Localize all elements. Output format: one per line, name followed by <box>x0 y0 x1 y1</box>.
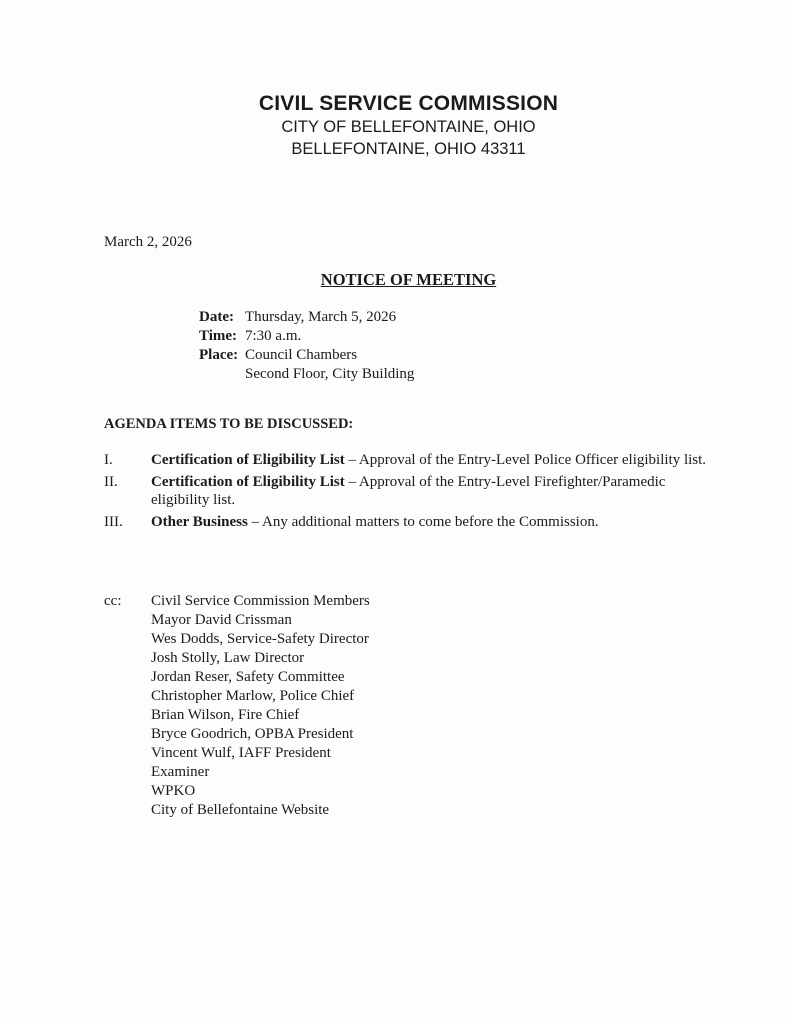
meeting-place-label: Place: <box>199 347 239 363</box>
cc-label: cc: <box>104 593 122 609</box>
cc-recipient: Mayor David Crissman <box>151 612 292 628</box>
cc-recipient: Jordan Reser, Safety Committee <box>151 669 345 685</box>
meeting-date-label: Date: <box>199 309 234 325</box>
meeting-place-value-2: Second Floor, City Building <box>245 366 415 382</box>
cc-recipient: Vincent Wulf, IAFF President <box>151 745 331 761</box>
meeting-place-row <box>199 346 414 365</box>
agenda-item-title: Certification of Eligibility List <box>151 452 345 468</box>
cc-block <box>104 592 370 820</box>
meeting-place-value: Council Chambers <box>245 347 358 363</box>
meeting-time-value: 7:30 a.m. <box>245 328 302 344</box>
letterhead-address: BELLEFONTAINE, OHIO 43311 <box>291 140 526 158</box>
meeting-time-label: Time: <box>199 328 238 344</box>
agenda-item-title: Certification of Eligibility List <box>151 474 345 490</box>
agenda-item <box>104 473 724 509</box>
letterhead <box>0 92 791 160</box>
agenda-item-text <box>151 473 724 509</box>
agenda-item-text <box>151 451 724 469</box>
cc-recipient: Bryce Goodrich, OPBA President <box>151 726 354 742</box>
meeting-place-row-2 <box>199 365 414 384</box>
cc-recipient: Wes Dodds, Service-Safety Director <box>151 631 369 647</box>
cc-recipient: City of Bellefontaine Website <box>151 802 330 818</box>
cc-recipient: Examiner <box>151 764 210 780</box>
agenda-item-number: I. <box>104 452 113 468</box>
cc-recipient: WPKO <box>151 783 196 799</box>
agenda-item-number: III. <box>104 514 123 530</box>
agenda-item-text <box>151 513 724 531</box>
cc-recipient-list <box>151 592 370 820</box>
agenda-item <box>104 513 724 531</box>
agenda-item-description: – Any additional matters to come before the Commission. <box>247 514 599 530</box>
agenda-heading: AGENDA ITEMS TO BE DISCUSSED: <box>104 416 354 432</box>
meeting-time-row <box>199 327 414 346</box>
agenda-item-description: – Approval of the Entry-Level Firefighter/Paramedic eligibility list. <box>151 474 666 508</box>
agenda-item-description: – Approval of the Entry-Level Police Officer eligibility list. <box>344 452 707 468</box>
meeting-details <box>199 308 414 384</box>
agenda-item-title: Other Business <box>151 514 248 530</box>
agenda-item-number: II. <box>104 474 118 490</box>
agenda-list <box>104 451 724 535</box>
cc-recipient: Brian Wilson, Fire Chief <box>151 707 300 723</box>
cc-recipient: Josh Stolly, Law Director <box>151 650 305 666</box>
cc-recipient: Civil Service Commission Members <box>151 593 370 609</box>
meeting-date-value: Thursday, March 5, 2026 <box>245 309 397 325</box>
agenda-item <box>104 451 724 469</box>
cc-recipient: Christopher Marlow, Police Chief <box>151 688 355 704</box>
letter-date: March 2, 2026 <box>104 234 192 250</box>
meeting-date-row <box>199 308 414 327</box>
notice-heading-text: NOTICE OF MEETING <box>320 270 497 289</box>
letterhead-title: CIVIL SERVICE COMMISSION <box>258 92 559 115</box>
letterhead-city: CITY OF BELLEFONTAINE, OHIO <box>281 118 536 136</box>
notice-heading <box>0 270 791 290</box>
